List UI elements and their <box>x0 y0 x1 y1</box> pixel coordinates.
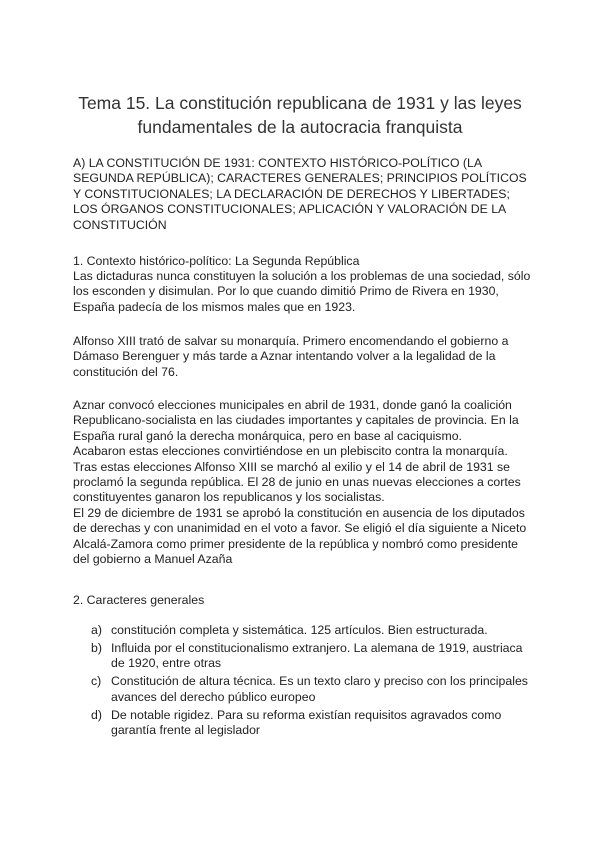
list-marker: a) <box>91 623 102 637</box>
paragraph-line: del gobierno a Manuel Azaña <box>73 552 233 567</box>
paragraph-line: los esconden y disimulan. Por lo que cuando dimitió Primo de Rivera en 1930, <box>73 284 499 299</box>
paragraph-line: proclamó la segunda república. El 28 de junio en unas nuevas elecciones a cortes <box>73 475 521 490</box>
heading-line: A) LA CONSTITUCIÓN DE 1931: CONTEXTO HISTÓRICO-POLÍTICO (LA <box>73 156 483 170</box>
title-line: Tema 15. La constitución republicana de 1931 y las leyes <box>78 93 522 113</box>
paragraph-3 <box>73 398 543 567</box>
paragraph-line: de derechas y con unanimidad en el voto a favor. Se eligió el día siguiente a Niceto <box>73 521 527 536</box>
section-a-heading <box>73 156 543 233</box>
list-item <box>73 674 543 705</box>
list-marker: b) <box>91 641 102 655</box>
list-item-line: Constitución de altura técnica. Es un texto claro y preciso con los principales <box>111 674 528 689</box>
paragraph-line: Las dictaduras nunca constituyen la solución a los problemas de una sociedad, sólo <box>73 269 531 283</box>
list-item <box>73 708 543 739</box>
list-item-line: De notable rigidez. Para su reforma existían requisitos agravados como <box>111 707 502 722</box>
subsection-heading-text: 2. Caracteres generales <box>73 593 205 607</box>
heading-line: Y CONSTITUCIONALES; LA DECLARACIÓN DE DERECHOS Y LIBERTADES; <box>73 186 510 201</box>
paragraph-line: Acabaron estas elecciones convirtiéndose en un plebiscito contra la monarquía. <box>73 444 508 459</box>
list-marker: c) <box>91 674 102 689</box>
paragraph-line: España padecía de los mismos males que en 1923. <box>73 299 356 314</box>
characteristics-list <box>73 623 543 741</box>
paragraph-line: constitución del 76. <box>73 364 179 379</box>
list-item-line: constitución completa y sistemática. 125 artículos. Bien estructurada. <box>111 623 488 637</box>
list-item <box>73 623 543 638</box>
paragraph-line: Alfonso XIII trató de salvar su monarquía. Primero encomendando el gobierno a <box>73 334 509 348</box>
list-item <box>73 641 543 672</box>
paragraph-line: Alcalá-Zamora como primer presidente de la república y nombró como presidente <box>73 536 518 551</box>
heading-line: SEGUNDA REPÚBLICA); CARACTERES GENERALES; PRINCIPIOS POLÍTICOS <box>73 171 527 186</box>
subsection-heading-text: 1. Contexto histórico-político: La Segunda República <box>73 254 360 268</box>
list-marker: d) <box>91 707 102 722</box>
list-item-line: Influida por el constitucionalismo extranjero. La alemana de 1919, austriaca <box>111 641 523 655</box>
paragraph-2 <box>73 334 543 380</box>
paragraph-line: Dámaso Berenguer y más tarde a Aznar intentando volver a la legalidad de la <box>73 349 496 364</box>
paragraph-line: Aznar convocó elecciones municipales en abril de 1931, donde ganó la coalición <box>73 398 512 412</box>
heading-line: CONSTITUCIÓN <box>73 217 167 232</box>
heading-line: LOS ÓRGANOS CONSTITUCIONALES; APLICACIÓN Y VALORACIÓN DE LA <box>73 202 507 217</box>
title-line: fundamentales de la autocracia franquista <box>137 117 463 137</box>
paragraph-line: España rural ganó la derecha monárquica, pero en base al caciquismo. <box>73 428 462 443</box>
list-item-line: avances del derecho público europeo <box>111 689 316 704</box>
paragraph-line: El 29 de diciembre de 1931 se aprobó la constitución en ausencia de los diputados <box>73 505 525 520</box>
page-title <box>60 91 540 139</box>
paragraph-line: Republicano-socialista en las ciudades importantes y capitales de provincia. En la <box>73 413 519 428</box>
subsection-1-heading <box>73 254 543 269</box>
list-item-line: de 1920, entre otras <box>111 656 222 671</box>
subsection-2-heading <box>73 593 543 608</box>
paragraph-1 <box>73 269 543 315</box>
paragraph-line: Tras estas elecciones Alfonso XIII se marchó al exilio y el 14 de abril de 1931 se <box>73 459 511 474</box>
list-item-line: garantía frente al legislador <box>111 723 261 738</box>
paragraph-line: constituyentes ganaron los republicanos y los socialistas. <box>73 490 385 505</box>
